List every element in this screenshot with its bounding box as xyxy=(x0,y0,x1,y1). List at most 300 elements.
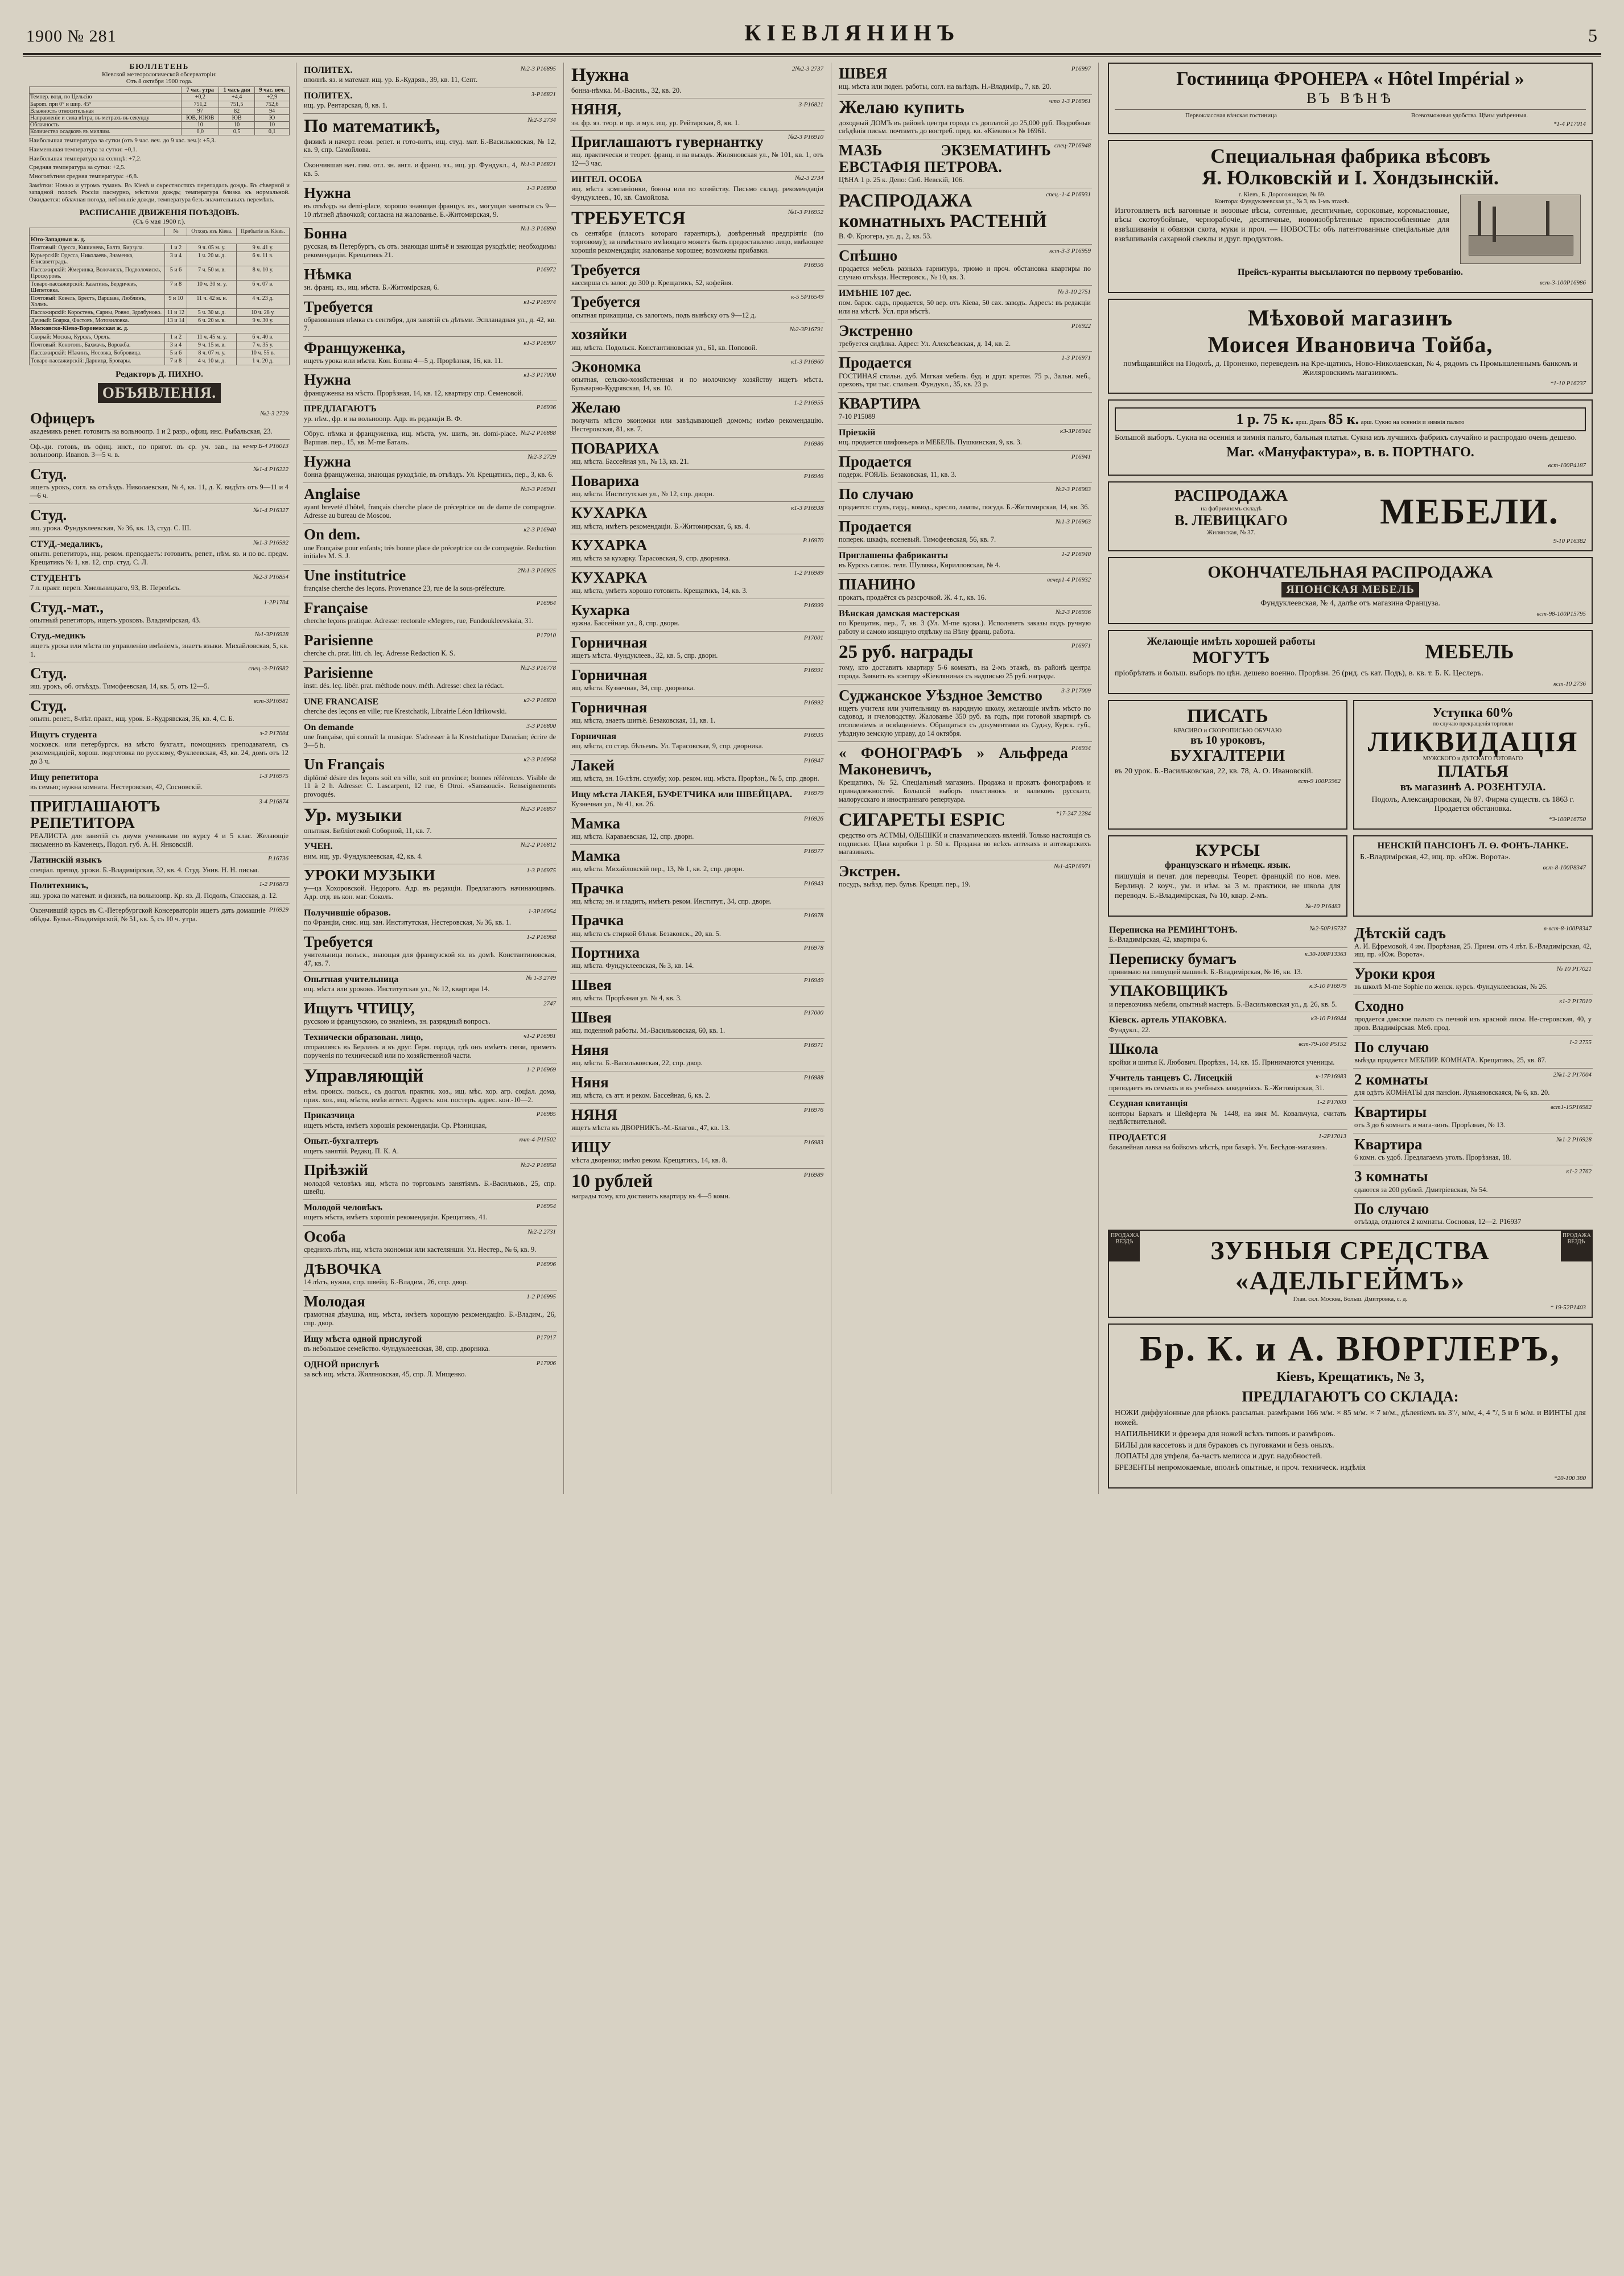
classified-ad[interactable] xyxy=(29,904,290,927)
ad-headline: Приглашаютъ гувернантку xyxy=(571,133,764,151)
ustupka-line-4: МУЖСКОГО и ДѢТСКАГО ГОТОВАГО xyxy=(1423,755,1523,762)
timetable-group-name: Московско-Кіево-Воронежская ж. д. xyxy=(30,325,290,333)
classified-ad[interactable] xyxy=(1108,1038,1347,1070)
classified-ad[interactable] xyxy=(570,397,825,438)
classified-ad[interactable] xyxy=(838,63,1092,95)
ad-body-text: ищетъ учителя или учительницу въ народную школу, желающіе имѣть мѣсто по садовод. и пчеловодству. Жалованье 350 руб. въ годъ, при готовой квартирѣ съ отопленіемъ и освѣщеніемъ. Обращаться съ документами въ Суджу, Курск. губ., уѣздную земскую управу, до 14 октября. xyxy=(839,704,1091,737)
classified-ad[interactable] xyxy=(303,662,557,694)
courses-body: пишущія и печат. для переводы. Теорет. францкій по нов. меѳ. Берлинд. 2 коуч., ум. и нѣм. за 3 м. практики, не школа для переводч. Б.-Владимірская, № 10, квар. 2-мъ. xyxy=(1115,872,1341,900)
ad-reference-code: Р16991 xyxy=(803,666,823,674)
timetable-time: 10 ч. 55 в. xyxy=(237,349,290,357)
bulletin-note: Наибольшая температура за сутки (отъ 9 час. веч. до 9 час. веч.): +5,3. xyxy=(29,137,216,145)
ad-headline: 25 руб. награды xyxy=(839,642,974,663)
classified-ad[interactable] xyxy=(303,864,557,905)
ad-headline: Ур. музыки xyxy=(304,805,402,826)
classified-ad[interactable] xyxy=(303,1331,557,1357)
classified-ad[interactable] xyxy=(1353,995,1593,1036)
classified-ad[interactable] xyxy=(838,425,1092,451)
classified-ad[interactable] xyxy=(570,1071,825,1104)
ad-reference-code: к3-10 Р16944 xyxy=(1310,1015,1346,1022)
bulletin-cell: Ю xyxy=(255,114,290,121)
classified-ad[interactable] xyxy=(1353,1198,1593,1230)
ad-reference-code: Р16971 xyxy=(803,1042,823,1049)
classified-ad[interactable] xyxy=(570,754,825,787)
classified-ad[interactable] xyxy=(838,640,1092,684)
wurgler-product-line: БРЕЗЕНТЫ непромокаемые, вполнѣ опытные, и проч. техническ. издѣлія xyxy=(1115,1463,1366,1473)
classified-ad[interactable] xyxy=(1108,922,1347,948)
timetable-route: Пассажирскій: Нѣжинъ, Носовка, Бобровица. xyxy=(30,349,165,357)
ad-reference-code: № 3-10 2751 xyxy=(1057,288,1091,295)
classified-ad[interactable] xyxy=(1353,1133,1593,1166)
scale-footer: Прейсъ-куранты высылаются по первому требованію. xyxy=(1238,267,1463,277)
ad-headline: Une institutrice xyxy=(304,567,406,584)
classified-ad[interactable] xyxy=(1353,963,1593,995)
classified-ad[interactable] xyxy=(570,567,825,599)
classified-ad[interactable] xyxy=(303,369,557,401)
classified-ad[interactable] xyxy=(570,323,825,356)
ad-reference-code: Р16986 xyxy=(803,440,823,447)
bulletin-note: Средняя температура за сутки: +2,5. xyxy=(29,164,126,171)
ad-headline: Требуется xyxy=(571,293,641,311)
classified-ad[interactable] xyxy=(1353,1036,1593,1069)
ad-headline: КУХАРКА xyxy=(571,537,648,554)
classified-ad[interactable] xyxy=(1108,1070,1347,1096)
classified-ad[interactable] xyxy=(303,427,557,451)
classified-ad[interactable] xyxy=(303,88,557,114)
classified-ad[interactable] xyxy=(303,114,557,158)
ad-body-text: нѣм. происх. польск., съ долгол. практик. хоз., ищ. мѣс. хор. агр. соціал. дома, прих. хоз., ищ. мѣста, имѣя аттест. Адресъ: кон. постеръ. адрес. кон.-10—2. xyxy=(304,1087,556,1104)
ad-headline: Желаю купить xyxy=(839,97,964,118)
ad-body-text: выѣзда продается МЕБЛИР. КОМНАТА. Крещатикъ, 25, кв. 87. xyxy=(1354,1055,1547,1064)
column-4 xyxy=(831,63,1098,1494)
bulletin-note: Многолѣтняя средняя температура: +6,8. xyxy=(29,173,138,180)
timetable-route: Дачный: Боярка, Фастовъ, Мотовиловка. xyxy=(30,317,165,325)
ad-body-text: ищ. мѣста, имѣетъ рекомендаціи. Б.-Житомирская, 6, кв. 4. xyxy=(571,522,751,530)
ad-headline: Студ.-медикъ xyxy=(30,631,86,641)
ad-hotel-imperial[interactable] xyxy=(1108,63,1593,134)
classified-ad[interactable] xyxy=(29,878,290,904)
bulletin-cell: ЮВ, ЮЮВ xyxy=(182,114,219,121)
ad-headline: Спѣшно xyxy=(839,247,898,265)
ad-body-text: 7-10 Р15089 xyxy=(839,413,876,421)
classified-ad[interactable] xyxy=(570,909,825,942)
ad-headline: Нѣмка xyxy=(304,265,352,283)
ad-headline: Приглашены фабриканты xyxy=(839,550,949,560)
classified-ad[interactable] xyxy=(303,1290,557,1331)
classified-ad[interactable] xyxy=(570,291,825,323)
classified-ad[interactable] xyxy=(570,632,825,664)
ad-body-text: ищетъ мѣста. Фундуклеев., 32, кв. 5, спр. дворн. xyxy=(571,652,718,660)
ad-reference-code: №1-2 Р16928 xyxy=(1556,1136,1592,1143)
classified-ad[interactable] xyxy=(1108,1096,1347,1130)
timetable-col-header: № xyxy=(164,228,187,236)
classified-ad[interactable] xyxy=(303,1108,557,1133)
ad-body-text: ищ. мѣста съ стиркой бѣлья. Безаковск., 20, кв. 5. xyxy=(571,929,722,938)
ad-reference-code: Р16992 xyxy=(803,699,823,706)
pisat-line-3: въ 10 уроковъ, xyxy=(1190,733,1265,747)
ad-reference-code: спец-7Р16948 xyxy=(1054,142,1091,150)
classified-ad[interactable] xyxy=(838,548,1092,574)
ad-reference-code: №1-3 Р16963 xyxy=(1055,518,1091,525)
classified-ad[interactable] xyxy=(570,942,825,974)
ad-headline: Молодая xyxy=(304,1292,365,1310)
ad-headline: Переписка на РЕМИНГТОНѢ. xyxy=(1109,925,1238,935)
ad-body-text: поперек. шкафъ, ясеневый. Тимофеевская, 56, кв. 7. xyxy=(839,535,996,543)
classified-ad[interactable] xyxy=(29,504,290,537)
editor-line: Редакторъ Д. ПИХНО. xyxy=(116,369,203,379)
ad-body-text: по Крещатик, пер., 7, кв. 3 (Ул. М-me вдова.). Исполняетъ заказы подъ ручную работу и самою изящную отдѣлку на Вѣну франц. работа. xyxy=(839,619,1091,636)
timetable-time: 10 ч. 28 у. xyxy=(237,309,290,317)
wurgler-product-line: НОЖИ диффузіонные для рѣзокъ разсыльн. размѣрами 166 м/м. × 85 м/м. × 7 м/м., дѣленіемъ въ 3"/, м/м, 4, 4 "/, 5 и 6 м/м. и ВИНТЫ для ножей. xyxy=(1115,1409,1586,1428)
classified-ad[interactable] xyxy=(303,1226,557,1258)
ad-headline: Няня xyxy=(571,1073,609,1091)
classified-ad[interactable] xyxy=(570,438,825,470)
classified-ad[interactable] xyxy=(570,974,825,1007)
classified-ad[interactable] xyxy=(570,1169,825,1204)
ad-headline: Латинскій языкъ xyxy=(30,855,102,865)
classified-ad[interactable] xyxy=(570,131,825,172)
classified-ad[interactable] xyxy=(303,694,557,720)
classified-ad[interactable] xyxy=(29,463,290,504)
ad-body-text: въ школѣ M-me Sophie по женск. курсъ. Фундуклеевская, № 26. xyxy=(1354,983,1548,991)
classified-ad[interactable] xyxy=(1108,1012,1347,1038)
classified-ad[interactable] xyxy=(303,931,557,972)
classified-ad[interactable] xyxy=(570,696,825,729)
classified-ad[interactable] xyxy=(303,182,557,223)
ad-reference-code: Р17017 xyxy=(536,1334,556,1341)
ad-reference-code: Р16956 xyxy=(803,261,823,269)
ad-body-text: ищ. мѣста. Фундуклеевская, № 3, кв. 14. xyxy=(571,962,694,970)
classified-ad[interactable] xyxy=(570,259,825,291)
ad-reference-code: 1-3 Р16975 xyxy=(259,772,288,780)
timetable-time: 9 и 10 xyxy=(164,295,187,309)
ad-wurgler-brothers[interactable] xyxy=(1108,1323,1593,1489)
bulletin-note: Наибольшая температура на солнцѣ: +7,2. xyxy=(29,155,142,162)
ad-headline: Прiѣзжiй xyxy=(304,1161,368,1179)
ad-headline: Горничная xyxy=(571,634,648,652)
classified-ad[interactable] xyxy=(570,502,825,534)
classified-ad[interactable] xyxy=(303,803,557,839)
ad-headline: Ищу мѣста одной прислугой xyxy=(304,1334,422,1344)
ad-language-courses[interactable] xyxy=(1108,835,1347,916)
classified-ad[interactable] xyxy=(303,564,557,597)
classified-ad[interactable] xyxy=(838,352,1092,393)
ad-furniture-offer[interactable] xyxy=(1108,630,1593,694)
classified-ad[interactable] xyxy=(570,664,825,696)
classified-ad[interactable] xyxy=(838,451,1092,483)
bulletin-col-header: 7 час. утра xyxy=(182,87,219,94)
bulletin-col-header: 9 час. веч. xyxy=(255,87,290,94)
classified-ad[interactable] xyxy=(570,98,825,131)
classified-ad[interactable] xyxy=(303,720,557,754)
classified-ad[interactable] xyxy=(303,337,557,369)
ad-pension-lanke[interactable] xyxy=(1353,835,1593,916)
train-timetable xyxy=(29,208,290,365)
bulletin-row-label: Количество осадковъ въ миллим. xyxy=(30,129,182,135)
classified-ad[interactable] xyxy=(570,845,825,877)
classified-ad[interactable] xyxy=(303,905,557,931)
classified-ad[interactable] xyxy=(303,629,557,662)
levitsky-ref: 9-10 Р16382 xyxy=(1553,537,1586,545)
classified-ad[interactable] xyxy=(303,401,557,427)
bulletin-note: Наименьшая температура за сутки: +0,1. xyxy=(29,146,138,154)
classified-ad[interactable] xyxy=(1353,1165,1593,1198)
ad-body-text: РЕАЛИСТА для занятій съ двумя учениками по курсу 4 и 5 клас. Желающіе письменно въ Каменецъ, Подол. губ. А. Н. Янковскій. xyxy=(30,831,288,848)
classified-ad[interactable] xyxy=(303,597,557,629)
classified-ad[interactable] xyxy=(570,206,825,259)
classified-ad[interactable] xyxy=(838,245,1092,286)
fur-ref: *1-10 Р16237 xyxy=(1550,380,1586,387)
dental-corner-left: ПРОДАЖА ВЕЗДѢ xyxy=(1109,1231,1140,1261)
ad-headline: Anglaise xyxy=(304,485,361,502)
ad-headline: ИНТЕЛ. ОСОБА xyxy=(571,174,642,184)
timetable-route: Товаро-пассажирскій: Казатинъ, Бердичевъ, Шепетовка. xyxy=(30,281,165,295)
scale-title-2: Я. Юлковскій и І. Хондзынскій. xyxy=(1202,166,1499,189)
ad-body-text: ищ. поденной работы. М.-Васильковская, 60, кв. 1. xyxy=(571,1026,726,1035)
ad-headline: Суджанское Уѣздное Земство xyxy=(839,686,1042,704)
classified-ad[interactable] xyxy=(303,997,557,1030)
classified-ad[interactable] xyxy=(570,1039,825,1071)
ad-body-text: русская, въ Петербургъ, съ отъ. знающая шитьё и знающая рукодѣліе; необходимы рекомендаціи. Крещатикъ 21. xyxy=(304,242,556,259)
ad-reference-code: 1-3 Р16975 xyxy=(526,867,556,875)
ad-headline: Переписку бумагъ xyxy=(1109,950,1236,967)
classified-ad[interactable] xyxy=(570,813,825,845)
dental-title: ЗУБНЫЯ СРЕДСТВА «АДЕЛЬГЕЙМЪ» xyxy=(1210,1236,1490,1296)
classified-ad[interactable] xyxy=(303,972,557,997)
timetable-time: 7 и 8 xyxy=(164,281,187,295)
classified-ad[interactable] xyxy=(570,787,825,813)
timetable-time: 1 ч. 20 м. д. xyxy=(187,252,237,266)
bulletin-row-label: Барom. при 0° и шир. 45° xyxy=(30,101,182,108)
ad-body-text: требуется сидѣлка. Адрес: Ул. Алексѣевская, д. 14, кв. 2. xyxy=(839,339,1011,348)
classified-ad[interactable] xyxy=(570,599,825,632)
classified-ad[interactable] xyxy=(838,286,1092,320)
classified-ad[interactable] xyxy=(303,753,557,802)
ad-body-text: ищ. мѣста компаніонки, бонны или по хозяйству. Письмо склад. рекомендаціи Фундуклеев., 10, кв. Самойлова. xyxy=(571,185,823,201)
ad-reference-code: 1-2 Р16873 xyxy=(259,881,288,888)
classified-ad[interactable] xyxy=(838,483,1092,516)
ad-headline: Швея xyxy=(571,1009,612,1026)
ad-headline: Горничная xyxy=(571,731,617,741)
timetable-row xyxy=(30,281,290,295)
ad-reference-code: З-Р16821 xyxy=(531,91,556,98)
ad-manufaktura[interactable] xyxy=(1108,399,1593,476)
classified-ad[interactable] xyxy=(29,596,290,629)
classified-ad[interactable] xyxy=(303,1133,557,1159)
ad-body-text: ур. нѣм., фр. и на вольноопр. Адр. въ редакціи В. Ф. xyxy=(304,414,462,423)
ad-final-sale-japanese-furniture[interactable] xyxy=(1108,557,1593,624)
classified-ad[interactable] xyxy=(303,523,557,564)
classified-ad[interactable] xyxy=(29,537,290,571)
ad-reference-code: № 10 Р17021 xyxy=(1556,966,1592,973)
ad-body-text: ищетъ урокъ, согл. въ отъѣздъ. Николаевская, № 4, кв. 11, д. К. видѣть отъ 9—11 и 4—6 ч. xyxy=(30,483,288,500)
ad-reference-code: в-вст-8-100Р8347 xyxy=(1544,925,1592,932)
classified-ad[interactable] xyxy=(1353,1101,1593,1133)
classified-ad[interactable] xyxy=(570,534,825,567)
classified-ad[interactable] xyxy=(303,222,557,263)
ad-body-text: une française, qui connaît la musique. S'adresser à la Krestchatique Daracian; écrire de 3—5 h. xyxy=(304,732,556,749)
ad-body-text: въ небольшое семейство. Фундуклеевская, 38, спр. дворника. xyxy=(304,1344,490,1353)
ad-headline: ШВЕЯ xyxy=(839,65,888,82)
ad-reference-code: Р16988 xyxy=(803,1074,823,1081)
classified-ad[interactable] xyxy=(29,695,290,727)
classified-ad[interactable] xyxy=(838,393,1092,425)
timetable-route: Пассажирскій: Жмеринка, Волочискъ, Подволочискъ, Проскуровъ. xyxy=(30,266,165,281)
classified-ad[interactable] xyxy=(303,158,557,182)
ad-body-text: ищ. мѣста. Кузнечная, 34, спр. дворника. xyxy=(571,684,695,692)
classified-ad[interactable] xyxy=(303,839,557,864)
classified-ad[interactable] xyxy=(570,1136,825,1169)
ad-reference-code: Р16929 xyxy=(269,906,288,914)
ad-reference-code: Р16976 xyxy=(803,1106,823,1114)
ad-body-text: ищетъ урока или мѣста по управленію имѣніемъ, знаетъ языки. Михайловская, 5, кв. 1. xyxy=(30,641,288,658)
ad-penmanship-bookkeeping[interactable] xyxy=(1108,700,1347,830)
ad-reference-code: Р16943 xyxy=(803,880,823,887)
classified-ad[interactable] xyxy=(29,795,290,853)
ad-levitsky-furniture[interactable] xyxy=(1108,481,1593,551)
classified-ad[interactable] xyxy=(29,770,290,795)
ad-reference-code: что 1-3 Р16961 xyxy=(1049,97,1091,105)
bulletin-cell: 751,2 xyxy=(182,101,219,108)
ad-body-text: Крещатикъ, № 52. Спеціальный магазинъ. Продажа и прокатъ фонографовъ и принадлежностей. Большой выборъ пластинокъ и валиковъ русскаго, малорусскаго и иностраннаго репертуара. xyxy=(839,778,1091,803)
classified-ad[interactable] xyxy=(838,807,1092,860)
ad-headline: Кіевск. артель УПАКОВКА. xyxy=(1109,1015,1227,1025)
column-3 xyxy=(563,63,831,1494)
ad-headline: ПОВАРИХА xyxy=(571,439,660,457)
ad-body-text: отъѣзда, отдаются 2 комнаты. Сосновая, 12—2. Р16937 xyxy=(1354,1218,1522,1226)
masthead-rule-thin xyxy=(23,56,1601,57)
ad-liquidation-clothing[interactable] xyxy=(1353,700,1593,830)
timetable-route: Товаро-пассажирскій: Дарница, Бровары. xyxy=(30,357,165,365)
ad-body-text: награды тому, кто доставитъ квартиру въ 4—5 комн. xyxy=(571,1192,730,1201)
ad-reference-code: вечер Б-4 Р16013 xyxy=(242,442,288,450)
classified-ad[interactable] xyxy=(570,63,825,98)
classified-ad[interactable] xyxy=(303,1357,557,1382)
ustupka-line-6: въ магазинѣ А. РОЗЕНТУЛА. xyxy=(1400,781,1546,793)
ad-reference-code: к1-3 Р16960 xyxy=(791,358,823,366)
dental-ref: * 19-52Р1403 xyxy=(1550,1304,1586,1312)
classified-ad[interactable] xyxy=(570,470,825,502)
classified-ad[interactable] xyxy=(838,860,1092,892)
ad-headline: Студ.-мат., xyxy=(30,598,104,616)
ad-dental-adelgeim[interactable] xyxy=(1108,1230,1593,1318)
classified-ad[interactable] xyxy=(570,356,825,397)
ad-body-text: бакалейная лавка на бойкомъ мѣстѣ, при базарѣ. Уч. Бесѣдов-магазинъ. xyxy=(1109,1143,1328,1152)
classified-ad[interactable] xyxy=(303,1063,557,1108)
classified-ad[interactable] xyxy=(1108,1130,1347,1155)
classified-ad[interactable] xyxy=(838,742,1092,808)
ad-body-text: ищетъ мѣста къ ДВОРНИКЪ.-М.-Благов., 47, кв. 13. xyxy=(571,1124,730,1132)
classified-ad[interactable] xyxy=(303,296,557,337)
ad-reference-code: к.30-100Р13363 xyxy=(1304,950,1346,958)
classified-ad[interactable] xyxy=(838,95,1092,139)
classified-ad[interactable] xyxy=(838,188,1092,245)
final-sale-body: Фундуклеевская, № 4, далѣе отъ магазина Француза. xyxy=(1260,599,1440,608)
ad-reference-code: кчт-4-Р11502 xyxy=(519,1136,556,1144)
classified-ad[interactable] xyxy=(29,727,290,770)
ad-reference-code: 3-4 Р16874 xyxy=(259,798,288,805)
timetable-row xyxy=(30,341,290,349)
classified-ad[interactable] xyxy=(303,483,557,524)
ad-reference-code: З-Р16821 xyxy=(798,101,823,109)
classified-ad[interactable] xyxy=(1108,948,1347,980)
classified-ad[interactable] xyxy=(838,516,1092,548)
classified-ad[interactable] xyxy=(838,320,1092,352)
timetable-row xyxy=(30,309,290,317)
classified-ad[interactable] xyxy=(303,1200,557,1226)
ad-headline: Прачка xyxy=(571,879,624,897)
classified-ad[interactable] xyxy=(570,1007,825,1039)
ad-headline: Ссудная квитанція xyxy=(1109,1099,1188,1109)
ad-headline: Француженка, xyxy=(304,339,406,356)
ad-reference-code: №2-3 Р16910 xyxy=(788,134,823,141)
bulletin-cell: 751,5 xyxy=(219,101,255,108)
ad-body-text: ищ. мѣста, со стир. бѣльемъ. Ул. Тарасовская, 9, спр. дворника. xyxy=(571,742,764,751)
classified-ad[interactable] xyxy=(29,407,290,440)
fur-title-2: Моисея Ивановича Тойба, xyxy=(1207,331,1493,357)
ad-body-text: зн. фр. яз. теор. и пр. и муз. ищ. ур. Рейтарская, 8, кв. 1. xyxy=(571,118,740,127)
classified-ad[interactable] xyxy=(303,1258,557,1290)
ad-headline: Продается xyxy=(839,517,912,535)
timetable-row xyxy=(30,244,290,252)
dental-subtitle: Глав. скл. Москва, Больш. Дмитровка, с. д. xyxy=(1293,1296,1408,1303)
timetable-time: 5 и 6 xyxy=(164,349,187,357)
ad-body-text: московск. или петербургск. на мѣсто бухгалт., помощникъ преподавателя, съ рекомендаціей, хорош. подготовка по русскому, Фуклеевская, 43, кв. 24, домъ отъ 12 до 3 ч. xyxy=(30,740,288,765)
ad-reference-code: 1-2 Р16989 xyxy=(794,570,823,577)
classified-ad[interactable] xyxy=(1108,980,1347,1012)
classified-ad[interactable] xyxy=(838,685,1092,742)
classified-ad[interactable] xyxy=(29,662,290,695)
classified-ad[interactable] xyxy=(838,606,1092,640)
classified-ad[interactable] xyxy=(303,1030,557,1064)
classified-ad[interactable] xyxy=(570,729,825,754)
pisat-ref: вст-9 100Р5962 xyxy=(1298,778,1341,785)
bulletin-col-header: 1 часъ дня xyxy=(219,87,255,94)
classified-ad[interactable] xyxy=(570,877,825,910)
bulletin-row xyxy=(30,101,290,108)
classified-ad[interactable] xyxy=(838,574,1092,606)
ad-scale-factory[interactable] xyxy=(1108,140,1593,293)
ad-reference-code: №2-3 2729 xyxy=(260,410,288,417)
ad-fur-shop[interactable] xyxy=(1108,299,1593,394)
ad-headline: Требуется xyxy=(304,298,373,315)
ad-headline: ТРЕБУЕТСЯ xyxy=(571,208,686,229)
classified-ad[interactable] xyxy=(838,139,1092,188)
classified-ad[interactable] xyxy=(303,263,557,296)
classified-ad[interactable] xyxy=(570,1104,825,1136)
timetable-route: Пассажирскій: Коростень, Сарны, Ровно, Здолбуново. xyxy=(30,309,165,317)
ad-headline: On dem. xyxy=(304,526,361,543)
classified-ad[interactable] xyxy=(303,63,557,88)
ad-body-text: француженка на мѣсто. Прорѣзная, 14, кв. 12, квартиру спр. Семеновой. xyxy=(304,389,524,397)
classified-ad[interactable] xyxy=(29,571,290,596)
timetable-route: Курьерскій: Одесса, Николаевъ, Знаменка, Елисаветградъ. xyxy=(30,252,165,266)
classified-ad[interactable] xyxy=(1353,922,1593,963)
ad-headline: Офицеръ xyxy=(30,409,95,427)
classified-ad[interactable] xyxy=(29,852,290,878)
classified-ad[interactable] xyxy=(303,1159,557,1200)
column-2-ads xyxy=(303,63,557,1382)
classified-ad[interactable] xyxy=(303,451,557,483)
classified-ad[interactable] xyxy=(1353,1069,1593,1101)
ad-reference-code: Р16985 xyxy=(536,1111,556,1118)
ad-reference-code: вечер1-4 Р16932 xyxy=(1047,576,1091,583)
classified-ad[interactable] xyxy=(29,440,290,464)
ad-headline: По случаю xyxy=(1354,1200,1429,1218)
ad-headline: UNE FRANCAISE xyxy=(304,696,379,707)
classified-ad[interactable] xyxy=(29,628,290,662)
classified-ad[interactable] xyxy=(570,172,825,206)
